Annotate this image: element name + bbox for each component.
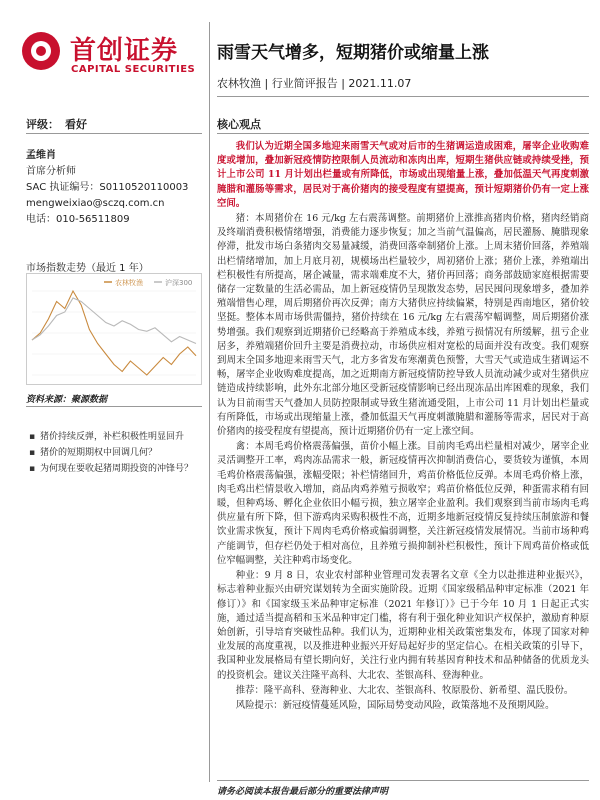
series-line-csi300 <box>32 298 196 344</box>
rating-divider <box>26 133 202 134</box>
rating <box>26 116 87 132</box>
report-body <box>217 140 589 714</box>
column-divider <box>209 22 210 782</box>
rating-value: 看好 <box>65 118 87 131</box>
analyst-name: 孟维肖 <box>26 150 56 161</box>
related-divider <box>26 406 202 407</box>
poultry-paragraph: 禽：本周毛鸡价格震荡偏强，苗价小幅上涨。目前肉毛鸡出栏量相对减少，屠宰企业灵活调整开工率，鸡肉冻品需求一般，新冠疫情再次抑制消费信心，要货较为谨慎，本周毛鸡价格震荡偏强，涨幅受限；补栏情绪回升，鸡苗价格低位反弹。本周毛鸡价格上涨，肉毛鸡出栏情景收入增加，商品肉鸡养殖亏损收窄；鸡苗价格低位反弹，种蛋需求稍有回暖，但种鸡场、孵化企业依旧小幅亏损，独立屠宰企业盈利。我们观察到当前市场肉毛鸡供应量有所下降，但下游鸡肉采购积极性不高，近期多地新冠疫情反复持续压制旅游和餐饮业需求恢复，预计下周肉毛鸡价格或偏弱调整，关注新冠疫情发展情况。当前市场种鸡产能调节，但存栏仍处于相对高位，且养殖亏损抑制补栏积极性，预计下周鸡苗价格或低位窄幅调整，关注种鸡市场变化。 <box>217 441 589 566</box>
report-subtitle: 农林牧渔 | 行业简评报告 | 2021.11.07 <box>217 77 412 90</box>
analyst-info <box>26 148 188 228</box>
analyst-title: 首席分析师 <box>26 166 76 177</box>
related-reports-list <box>40 430 200 478</box>
chart-title: 市场指数走势（最近 1 年） <box>26 263 149 274</box>
chart-source: 资料来源：聚源数据 <box>26 395 108 405</box>
related-report-item[interactable]: ▪ 猪价的短期期权中回调几何？ <box>40 446 200 460</box>
chart-frame <box>27 274 202 385</box>
related-report-item[interactable]: ▪ 为何现在要收起猪周期投资的冲锋号？ <box>40 462 200 476</box>
footer-divider <box>217 780 589 781</box>
header-divider <box>217 96 589 97</box>
logo-text-en: CAPITAL SECURITIES <box>71 64 196 75</box>
pig-paragraph: 猪：本周猪价在 16 元/kg 左右震荡调整。前期猪价上涨推高猪肉价格，猪肉经销商及终端消费积极情绪增强，消费能力逐步恢复；加之当前气温偏高，居民灌肠、腌腊现象停滞，批发市场白条猪肉交易量减缓，消费回落牵制猪价上涨。上周末猪价回落，养殖端出栏情绪增加，加上月底月初，规模场出栏量较少，周初猪价上涨；猪价上涨，养殖端出栏积极性有所提高，屠企减量，需求端难度不大，猪价再回落；商务部鼓励家庭根据需要储存一定数量的生活必需品，加上新冠疫情仍呈现散发态势，居民囤问现象增多，叠加养殖端惜售心理，周后期猪价再次反弹；南方大猪供应持续偏紧，特别是西南地区，猪价较坚挺。整体本周市场供需僵持，猪价持续在 16 元/kg 左右震荡窄幅调整，周后期猪价涨势增强。我们观察到近期猪价已经略高于养殖成本线，养殖亏损情况有所缓解，扭亏企业居多，养殖端猪价回升主要是消费拉动，市场供应相对宽松的局面并没有改变。我们观察到周末全国多地迎来雨雪天气，北方多省发布寒潮黄色预警，大雪天气或造成生猪调运不畅，屠宰企业收购难度提高，加之近期南方新冠疫情防控导致人员流动减少或对生猪供应链造成持续影响，此外东北部分地区受新冠疫情影响已经出现冻品出库困难的现象，我们认为目前雨雪天气叠加人员防控限制或导致生猪流通受阻，上市公司 11 月计划出栏量或有所降低，市场或出现缩量上涨，叠加低温天气再度刺激腌腊和灌肠等需求，居民对于高价猪肉的接受程度有望提高，预计近期猪价仍有一定上涨空间。 <box>217 213 589 438</box>
risk-paragraph: 风险提示：新冠疫情蔓延风险，国际局势变动风险，政策落地不及预期风险。 <box>235 699 555 711</box>
recommendation-paragraph: 推荐：隆平高科、登海种业、大北农、荃银高科、牧原股份、新希望、温氏股份。 <box>235 684 574 696</box>
logo-text-cn: 首创证券 <box>70 36 179 66</box>
analyst-phone: 电话：010-56511809 <box>26 214 130 225</box>
rating-label: 评级： <box>26 118 59 131</box>
market-index-chart <box>26 273 202 385</box>
legend-label: 农林牧渔 <box>115 279 143 287</box>
related-report-item[interactable]: ▪ 猪价持续反弹，补栏积极性明显回升 <box>40 430 200 444</box>
section-title: 核心观点 <box>217 118 261 131</box>
report-title: 雨雪天气增多，短期猪价或缩量上涨 <box>217 43 489 63</box>
legend-label: 沪深300 <box>165 279 193 287</box>
analyst-sac: SAC 执证编号：S0110520110003 <box>26 182 189 193</box>
logo-emblem-icon <box>22 32 60 70</box>
footer-disclaimer: 请务必阅读本报告最后部分的重要法律声明 <box>217 787 389 797</box>
section-divider <box>217 133 589 134</box>
summary-paragraph: 我们认为近期全国多地迎来雨雪天气或对后市的生猪调运造成困难，屠宰企业收购难度或增加，叠加新冠疫情防控限制人员流动和冻肉出库，短期生猪供应链或持续受挫，预计上市公司 11 月计划出栏量或有所降低，市场或出现缩量上涨，叠加低温天气再度刺激腌腊和灌肠等需求，居民对于高价猪肉的接受程度有望提高，预计短期猪价仍有一定上涨空间。 <box>217 141 589 209</box>
seed-paragraph: 种业：9 月 8 日，农业农村部种业管理司发表署名文章《全力以赴推进种业振兴》，标志着种业振兴由研究谋划转为全面实施阶段。近期《国家级稻品种审定标准（2021 年修订）》和《国家级玉米品种审定标准（2021 年修订）》已于今年 10 月 1 日起正式实施，通过适当提高稻和玉米品种审定门槛，将有利于强化种业知识产权保护，激励育种原始创新，引导培育突破性品种。我们认为，近期种业相关政策密集发布，体现了国家对种业发展的高度重视，以及推进种业振兴开好局起好步的坚定信心。在相关政策的引导下，我国种业发展格局有望长期向好，关注行业内拥有转基因育种技术和品种储备的优质龙头的投资机会。建议关注隆平高科、大北农、荃银高科、登海种业。 <box>217 570 589 681</box>
company-logo <box>14 26 204 80</box>
analyst-email[interactable]: mengweixiao@sczq.com.cn <box>26 198 165 209</box>
